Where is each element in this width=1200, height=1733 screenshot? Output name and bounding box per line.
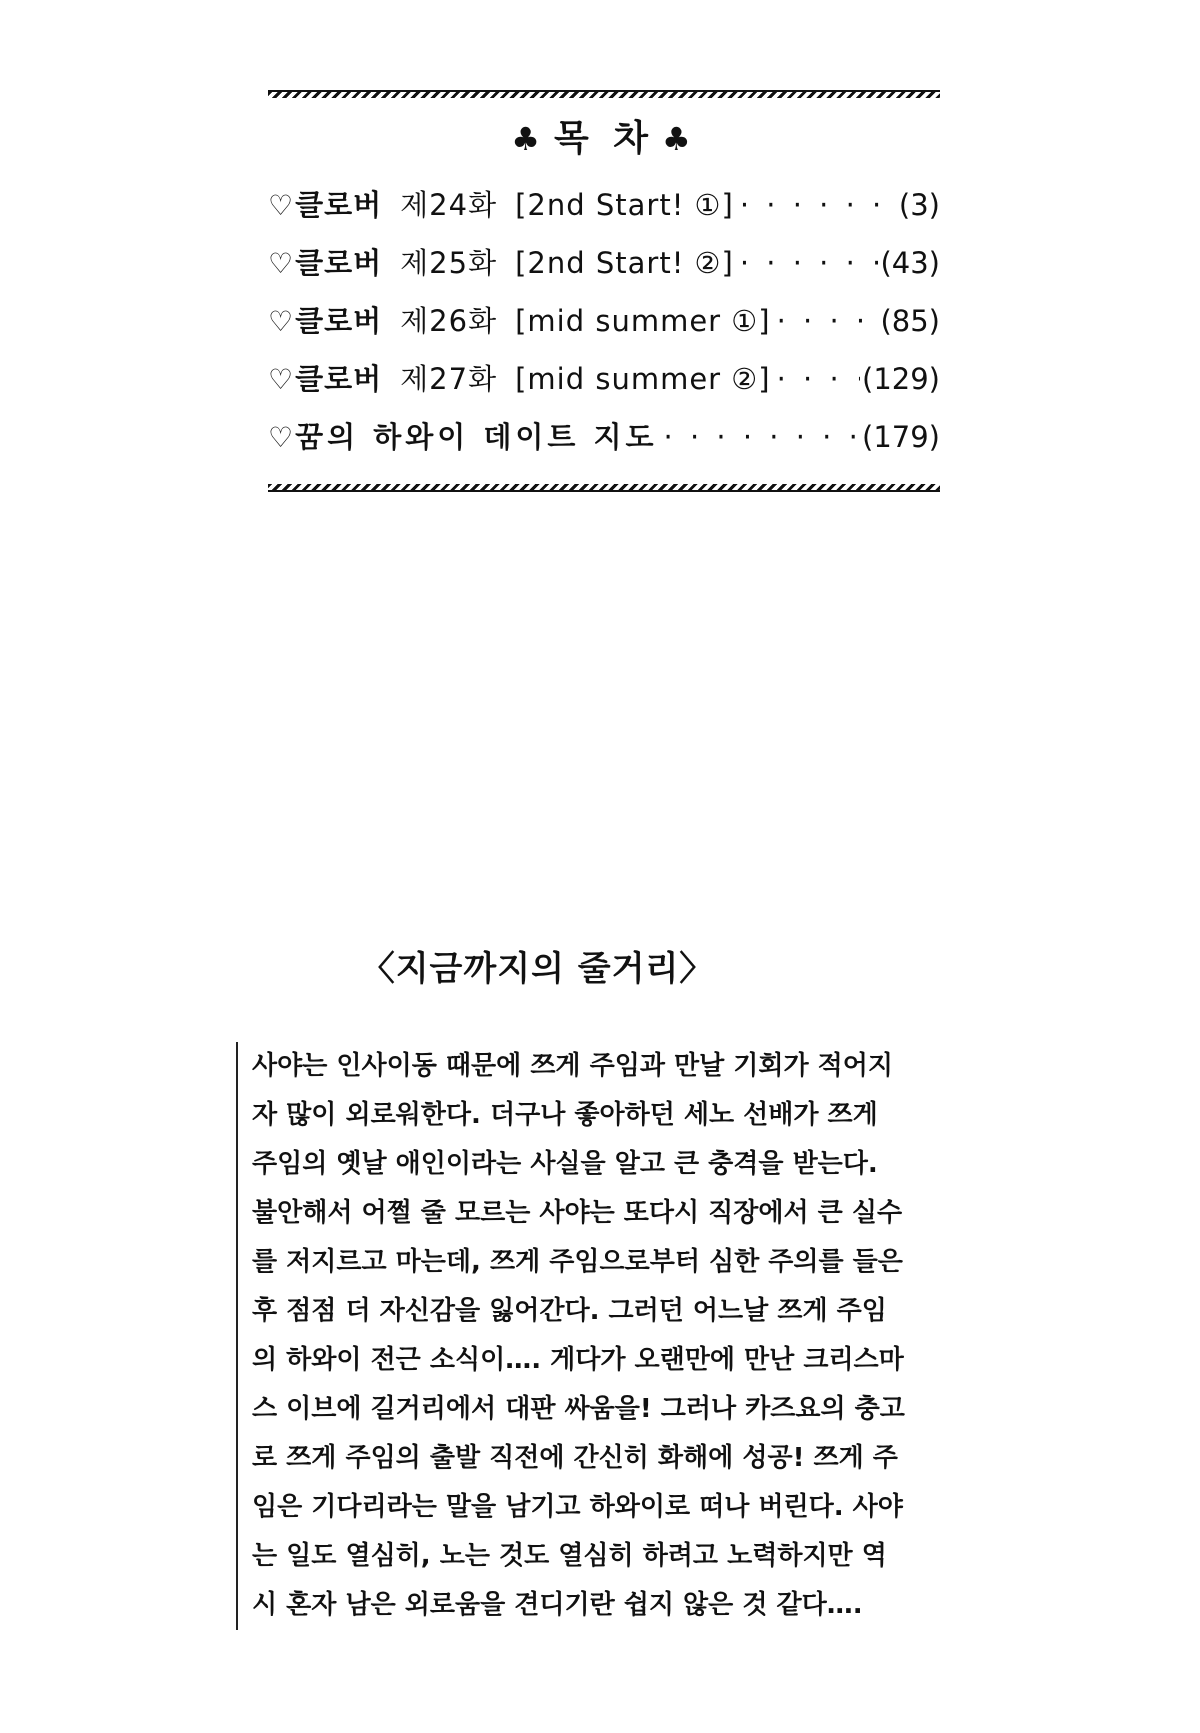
toc-leader-dots <box>777 292 879 350</box>
synopsis-body <box>236 1042 905 1630</box>
synopsis-heading: 〈지금까지의 줄거리〉 <box>360 949 715 989</box>
heart-icon: ♡ <box>268 421 294 454</box>
toc-episode: 제25화 <box>400 246 498 280</box>
toc-page-number: (85) <box>880 304 940 338</box>
toc-leader-dots <box>740 176 897 234</box>
toc-subtitle: [2nd Start! ②] <box>515 246 734 280</box>
toc-subtitle: [2nd Start! ①] <box>515 188 734 222</box>
toc-entry-26[interactable] <box>268 292 940 350</box>
toc-leader-dots <box>664 408 860 466</box>
synopsis-line: 를 저지르고 마는데, 쯔게 주임으로부터 심한 주의를 들은 <box>252 1247 903 1277</box>
toc-entry-25[interactable] <box>268 234 940 292</box>
heart-icon: ♡ <box>268 189 294 222</box>
synopsis-line: 불안해서 어쩔 줄 모르는 사야는 또다시 직장에서 큰 실수 <box>252 1198 903 1228</box>
toc-episode: 제24화 <box>400 188 498 222</box>
toc-leader-dots <box>740 234 879 292</box>
toc-list <box>268 176 940 466</box>
synopsis-line: 는 일도 열심히, 노는 것도 열심히 하려고 노력하지만 역 <box>252 1541 887 1571</box>
toc-episode: 제26화 <box>400 304 498 338</box>
toc-subtitle: [mid summer ①] <box>515 304 771 338</box>
synopsis-line: 사야는 인사이동 때문에 쯔게 주임과 만날 기회가 적어지 <box>252 1051 894 1081</box>
toc-title-text: 목 차 <box>553 118 655 159</box>
toc-extra-title: 꿈의 하와이 데이트 지도 <box>295 420 658 454</box>
toc-series: 클로버 <box>295 188 383 222</box>
synopsis-line: 후 점점 더 자신감을 잃어간다. 그러던 어느날 쯔게 주임 <box>252 1296 887 1326</box>
toc-bottom-border <box>268 484 940 492</box>
heart-icon: ♡ <box>268 247 294 280</box>
toc-entry-24[interactable] <box>268 176 940 234</box>
toc-series: 클로버 <box>295 246 383 280</box>
synopsis-line: 로 쯔게 주임의 출발 직전에 간신히 화해에 성공! 쯔게 주 <box>252 1443 898 1473</box>
heart-icon: ♡ <box>268 363 294 396</box>
toc-page-number: (3) <box>898 188 940 222</box>
synopsis-line: 스 이브에 길거리에서 대판 싸움을! 그러나 카즈요의 충고 <box>252 1394 905 1424</box>
synopsis-line: 자 많이 외로워한다. 더구나 좋아하던 세노 선배가 쯔게 <box>252 1100 878 1130</box>
toc-page-number: (43) <box>880 246 940 280</box>
heart-icon: ♡ <box>268 305 294 338</box>
synopsis-line: 시 혼자 남은 외로움을 견디기란 쉽지 않은 것 같다…. <box>252 1590 863 1620</box>
club-icon: ♣ <box>662 120 697 158</box>
toc-top-border <box>268 90 940 98</box>
toc-episode: 제27화 <box>400 362 498 396</box>
synopsis-line: 임은 기다리라는 말을 남기고 하와이로 떠나 버린다. 사야 <box>252 1492 903 1522</box>
club-icon: ♣ <box>511 120 546 158</box>
toc-subtitle: [mid summer ②] <box>515 362 771 396</box>
toc-leader-dots <box>777 350 860 408</box>
toc-page-number: (179) <box>862 420 940 454</box>
synopsis-line: 주임의 옛날 애인이라는 사실을 알고 큰 충격을 받는다. <box>252 1149 878 1179</box>
toc-title <box>268 116 940 162</box>
table-of-contents <box>268 90 940 492</box>
toc-page-number: (129) <box>862 362 940 396</box>
synopsis-line: 의 하와이 전근 소식이…. 게다가 오랜만에 만난 크리스마 <box>252 1345 904 1375</box>
toc-entry-27[interactable] <box>268 350 940 408</box>
toc-entry-hawaii-map[interactable] <box>268 408 940 466</box>
toc-series: 클로버 <box>295 362 383 396</box>
toc-series: 클로버 <box>295 304 383 338</box>
